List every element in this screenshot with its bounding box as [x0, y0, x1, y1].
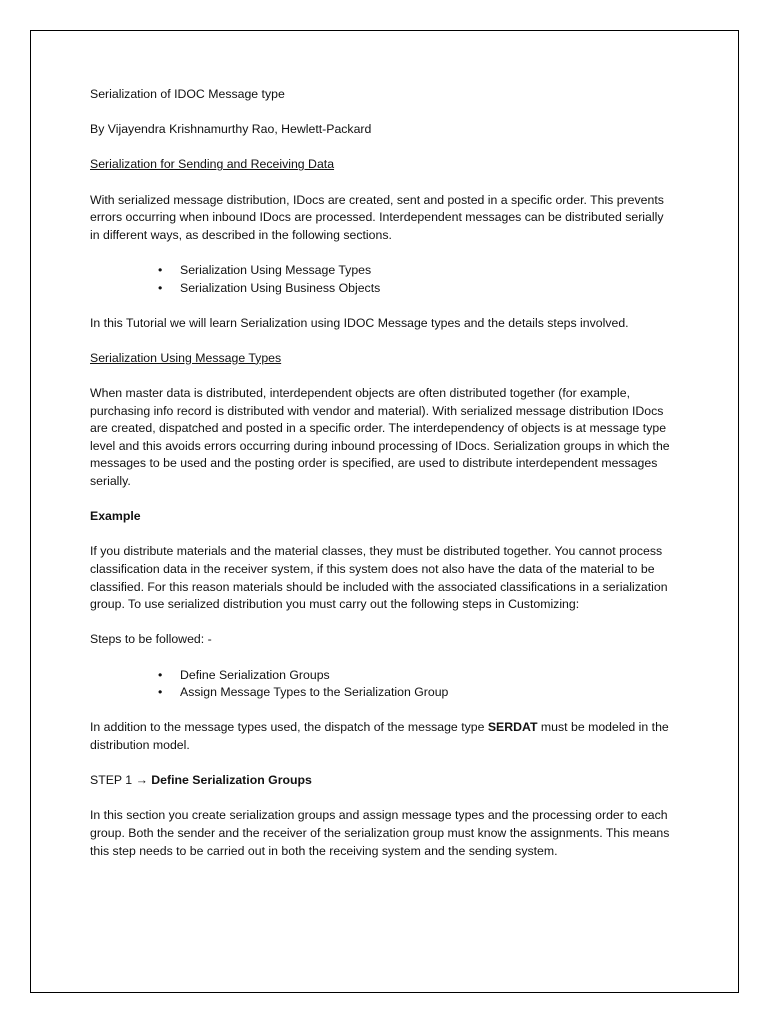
- paragraph-example: If you distribute materials and the material classes, they must be distributed together. You cannot process classification data in the receiver system, if this system does not also have the data of the material to be classified. For this reason materials should be included with the associated classifications in a serialization group. To use serialized distribution you must carry out the following steps in Customizing:: [90, 544, 668, 612]
- example-heading: Example: [90, 509, 141, 524]
- serdat-keyword: SERDAT: [487, 720, 538, 735]
- bullet-list-steps: [90, 667, 670, 702]
- bullet-icon: •: [158, 685, 163, 700]
- step1-heading: STEP 1 → Define Serialization Groups: [90, 773, 312, 788]
- document-content: [90, 86, 670, 878]
- paragraph-intro: With serialized message distribution, IDocs are created, sent and posted in a specific order. This prevents errors occurring when inbound IDocs are processed. Interdependent messages can be distributed serially in different ways, as described in the following sections.: [90, 192, 664, 242]
- paragraph-step1: In this section you create serialization groups and assign message types and the processing order to each group. Both the sender and the receiver of the serialization group must know the assignments. This means this step needs to be carried out in both the receiving system and the sending system.: [90, 808, 670, 858]
- author-byline: By Vijayendra Krishnamurthy Rao, Hewlett-Packard: [90, 122, 372, 137]
- list-item: • Assign Message Types to the Serialization Group: [180, 684, 670, 702]
- bullet-icon: •: [158, 262, 163, 277]
- paragraph-tutorial: In this Tutorial we will learn Serialization using IDOC Message types and the details steps involved.: [90, 315, 629, 330]
- list-item: • Define Serialization Groups: [180, 667, 670, 685]
- document-page: [30, 30, 739, 993]
- document-title: Serialization of IDOC Message type: [90, 87, 285, 101]
- bullet-icon: •: [158, 280, 163, 295]
- steps-label: Steps to be followed: -: [90, 632, 212, 647]
- list-item: • Serialization Using Business Objects: [180, 280, 670, 298]
- section-heading-sending-receiving: Serialization for Sending and Receiving Data: [90, 157, 335, 172]
- list-item: • Serialization Using Message Types: [180, 262, 670, 280]
- section-heading-message-types: Serialization Using Message Types: [90, 350, 282, 365]
- bullet-icon: •: [158, 667, 163, 682]
- bullet-list-serialization-types: [90, 262, 670, 297]
- paragraph-master-data: When master data is distributed, interdependent objects are often distributed together (for example, purchasing info record is distributed with vendor and material). With serialized message distribution IDocs are created, dispatched and posted in a specific order. The interdependency of objects is at message type level and this avoids errors occurring during inbound processing of IDocs. Serialization groups in which the messages to be used and the posting order is specified, are used to distribute interdependent messages serially.: [90, 386, 670, 489]
- paragraph-serdat: In addition to the message types used, the dispatch of the message type SERDAT must be modeled in the distribution model.: [90, 720, 669, 752]
